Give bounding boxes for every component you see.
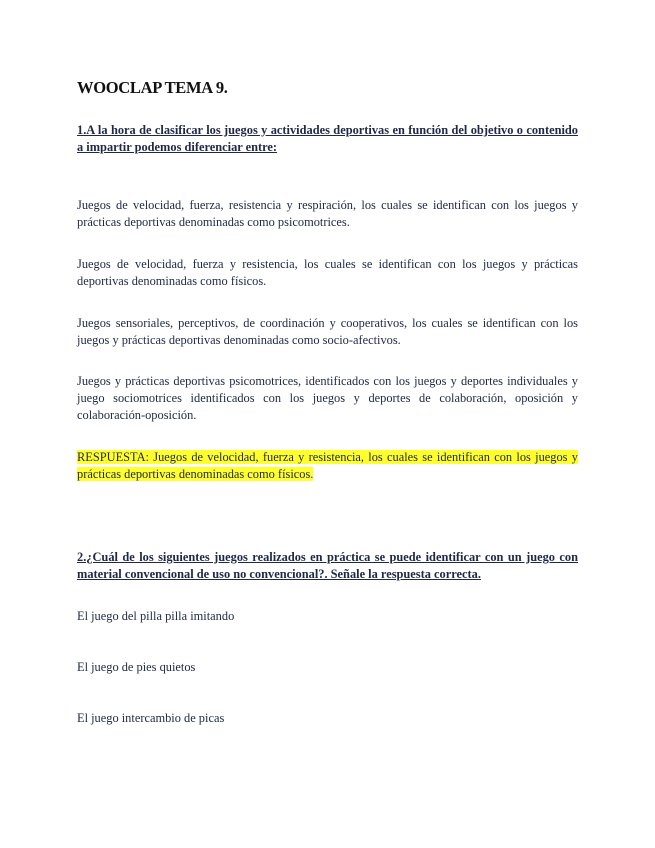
answer-highlight: RESPUESTA: Juegos de velocidad, fuerza y resistencia, los cuales se identifican con los juegos y prácticas deportivas denominadas como físicos. (77, 450, 578, 481)
question-2-option-2: El juego de pies quietos (77, 660, 196, 674)
question-1-prompt: 1.A la hora de clasificar los juegos y actividades deportivas en función del objetivo o contenido a impartir podemos diferenciar entre: (77, 123, 578, 154)
question-1-option-1: Juegos de velocidad, fuerza, resistencia y respiración, los cuales se identifican con los juegos y prácticas deportivas denominadas como psicomotrices. (77, 198, 578, 229)
question-1-option-3: Juegos sensoriales, perceptivos, de coordinación y cooperativos, los cuales se identifican con los juegos y prácticas deportivas denominadas como socio-afectivos. (77, 316, 578, 347)
question-2-option-1: El juego del pilla pilla imitando (77, 609, 235, 623)
question-2-option-3: El juego intercambio de picas (77, 711, 225, 725)
question-2-prompt: 2.¿Cuál de los siguientes juegos realizados en práctica se puede identificar con un juego con material convencional de uso no convencional?. Señale la respuesta correcta. (77, 550, 578, 581)
question-1-answer (77, 449, 578, 483)
document-title: WOOCLAP TEMA 9. (77, 78, 228, 97)
question-1-option-4: Juegos y prácticas deportivas psicomotrices, identificados con los juegos y deportes individuales y juego sociomotrices identificados con los juegos y deportes de colaboración, oposición y colaboración-oposición. (77, 374, 578, 422)
question-1-option-2: Juegos de velocidad, fuerza y resistencia, los cuales se identifican con los juegos y prácticas deportivas denominadas como físicos. (77, 257, 578, 288)
